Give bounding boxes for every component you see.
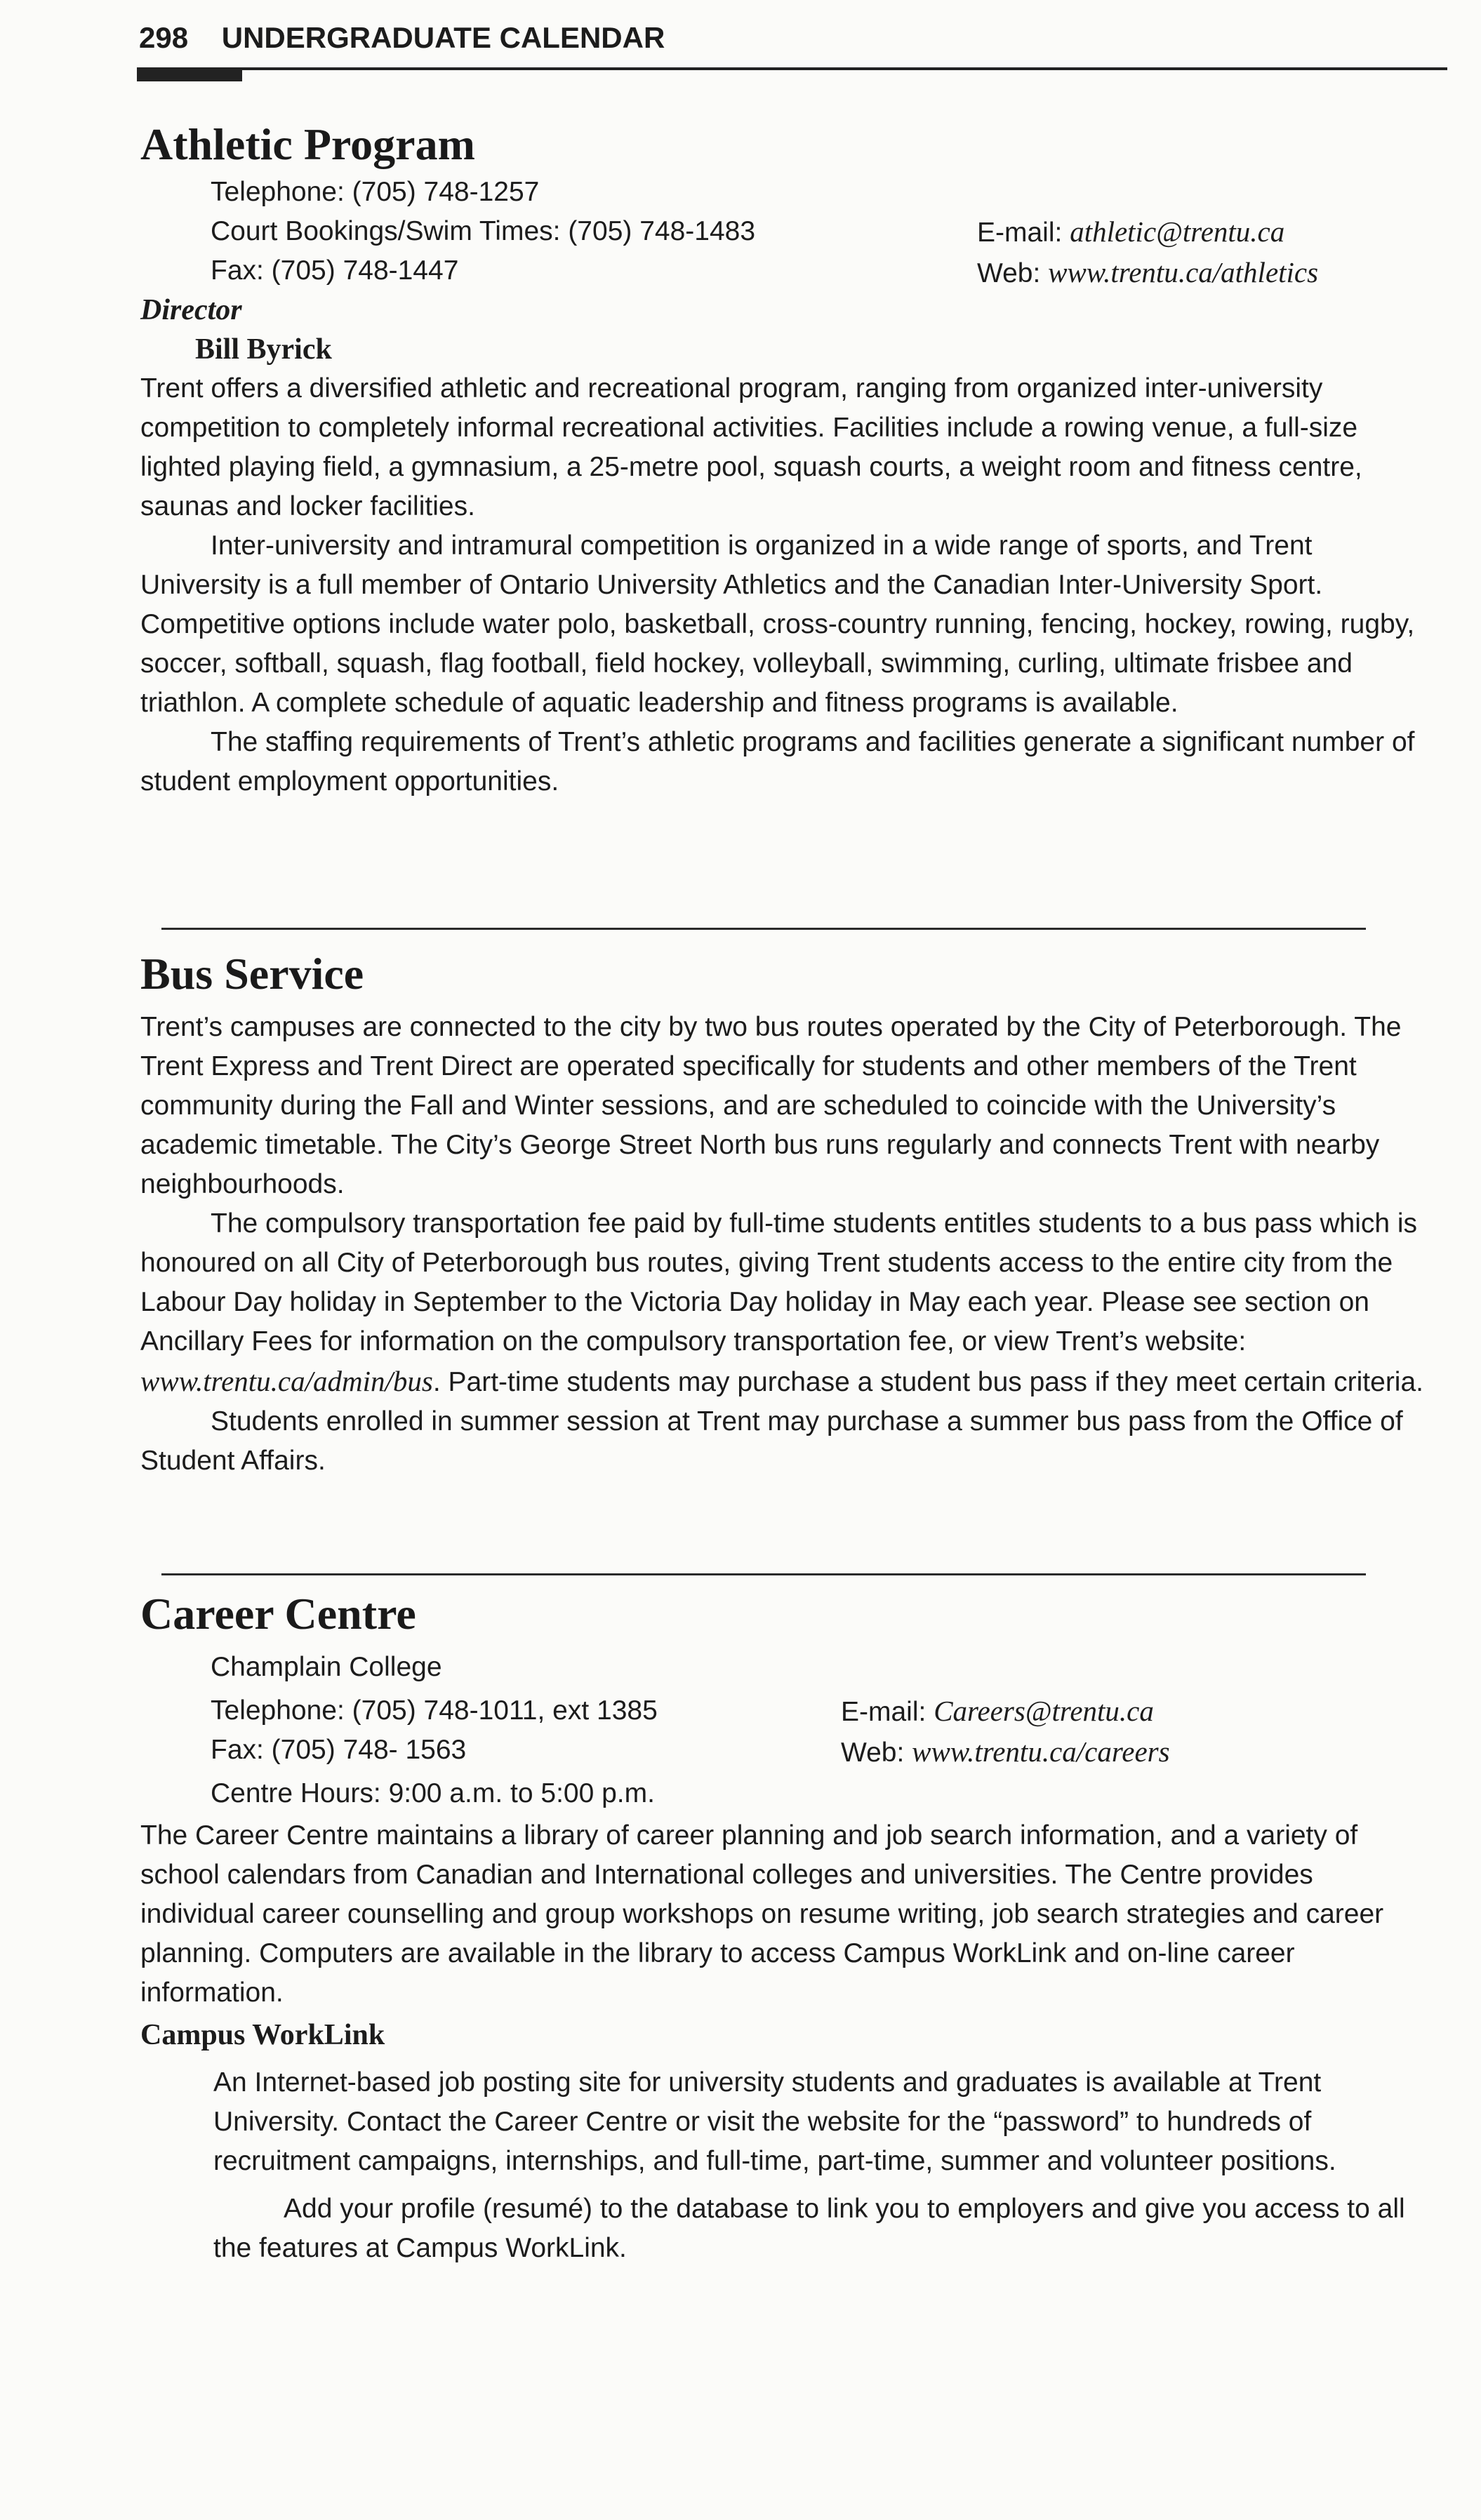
athletic-email-link[interactable]: athletic@trentu.ca	[1070, 215, 1285, 248]
athletic-fax: Fax: (705) 748-1447	[211, 255, 459, 286]
section-divider	[161, 1573, 1366, 1575]
bus-paragraph: Trent’s campuses are connected to the city by two bus routes operated by the City of Peterborough. The Trent Express and Trent Direct are operated specifically for students and other members of the Trent community during the Fall and Winter sessions, and are scheduled to coincide with the University’s academic timetable. The City’s George Street North bus runs regularly and connects Trent with nearby neighbourhoods.	[140, 1012, 1402, 1199]
athletic-section	[140, 118, 1432, 801]
career-fax: Fax: (705) 748- 1563	[211, 1735, 467, 1765]
page-header	[139, 21, 1445, 55]
worklink-paragraph: An Internet-based job posting site for university students and graduates is available at Trent University. Contact the Career Centre or visit the website for the “password” to hundreds of recruitment campaigns, internships, and full-time, part-time, summer and volunteer positions.	[213, 2067, 1336, 2176]
running-title: UNDERGRADUATE CALENDAR	[221, 21, 665, 54]
header-rule	[137, 67, 1447, 70]
worklink-paragraph: Add your profile (resumé) to the database to link you to employers and give you access to all the features at Campus WorkLink.	[213, 2194, 1405, 2263]
career-web-link[interactable]: www.trentu.ca/careers	[912, 1735, 1170, 1768]
bus-paragraph: Students enrolled in summer session at Trent may purchase a summer bus pass from the Office of Student Affairs.	[140, 1406, 1403, 1476]
athletic-paragraph: Inter-university and intramural competition is organized in a wide range of sports, and Trent University is a full member of Ontario University Athletics and the Canadian Inter-University Sport. Competitive options include water polo, basketball, cross-country running, fencing, hockey, rowing, rugby, soccer, softball, squash, flag football, field hockey, volleyball, swimming, curling, ultimate frisbee and triathlon. A complete schedule of aquatic leadership and fitness programs is available.	[140, 531, 1415, 718]
bus-body	[140, 1008, 1432, 1481]
page-number: 298	[139, 21, 189, 54]
director-name: Bill Byrick	[195, 333, 332, 366]
career-body	[140, 1816, 1432, 2013]
career-section	[140, 1587, 1432, 2268]
career-hours: Centre Hours: 9:00 a.m. to 5:00 p.m.	[211, 1778, 655, 1808]
athletic-title: Athletic Program	[140, 119, 475, 169]
career-contact	[140, 1648, 1432, 1816]
worklink-title: Campus WorkLink	[140, 2019, 385, 2051]
career-title: Career Centre	[140, 1589, 416, 1639]
athletic-body	[140, 369, 1432, 801]
bus-title: Bus Service	[140, 949, 364, 999]
career-paragraph: The Career Centre maintains a library of career planning and job search information, and a variety of school calendars from Canadian and International colleges and universities. The Centre provides individual career counselling and group workshops on resume writing, job search strategies and career planning. Computers are available in the library to access Campus WorkLink and on-line career information.	[140, 1820, 1384, 2008]
director-label: Director	[140, 294, 242, 326]
section-divider	[161, 928, 1366, 930]
athletic-paragraph: The staffing requirements of Trent’s athletic programs and facilities generate a significant number of student employment opportunities.	[140, 727, 1415, 796]
career-location: Champlain College	[211, 1652, 442, 1682]
bus-paragraph: The compulsory transportation fee paid by full-time students entitles students to a bus pass which is honoured on all City of Peterborough bus routes, giving Trent students access to the entire city from the Labour Day holiday in September to the Victoria Day holiday in May each year. Please see section on Ancillary Fees for information on the compulsory transportation fee, or view Trent’s website: www.trentu.ca/admin/bus. Part-time students may purchase a student bus pass if they meet certain criteria.	[140, 1208, 1424, 1397]
athletic-court-bookings: Court Bookings/Swim Times: (705) 748-1483	[211, 216, 756, 246]
bus-section	[140, 947, 1432, 1481]
athletic-telephone: Telephone: (705) 748-1257	[211, 177, 540, 207]
athletic-email-line: E-mail: athletic@trentu.ca	[977, 215, 1285, 248]
athletic-contact	[140, 173, 1432, 291]
athletic-web-link[interactable]: www.trentu.ca/athletics	[1048, 256, 1319, 288]
career-telephone: Telephone: (705) 748-1011, ext 1385	[211, 1695, 658, 1726]
worklink-body	[140, 2063, 1432, 2268]
bus-web-link[interactable]: www.trentu.ca/admin/bus	[140, 1365, 433, 1397]
career-email-line: E-mail: Careers@trentu.ca	[841, 1695, 1154, 1727]
athletic-paragraph: Trent offers a diversified athletic and recreational program, ranging from organized inter-university competition to completely informal recreational activities. Facilities include a rowing venue, a full-size lighted playing field, a gymnasium, a 25-metre pool, squash courts, a weight room and fitness centre, saunas and locker facilities.	[140, 373, 1362, 521]
career-web-line: Web: www.trentu.ca/careers	[841, 1735, 1170, 1768]
athletic-web-line: Web: www.trentu.ca/athletics	[977, 256, 1319, 288]
header-tab-mark	[137, 67, 242, 81]
career-email-link[interactable]: Careers@trentu.ca	[934, 1695, 1154, 1727]
